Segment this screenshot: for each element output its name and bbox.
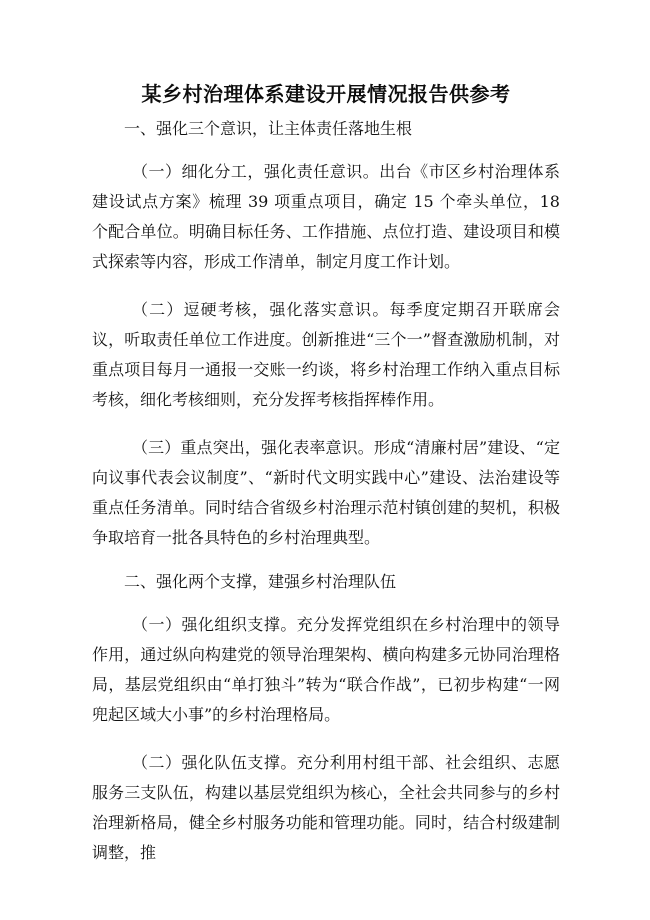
section-2-paragraph-1: （一）强化组织支撑。充分发挥党组织在乡村治理中的领导作用，通过纵向构建党的领导治理架构、横向构建多元协同治理格局，基层党组织由“单打独斗”转为“联合作战”，已初步构建“一网兜起区域大小事”的乡村治理格局。 <box>92 615 560 724</box>
section-1-heading: 一、强化三个意识，让主体责任落地生根 <box>124 119 413 138</box>
section-2-paragraph-2: （二）强化队伍支撑。充分利用村组干部、社会组织、志愿服务三支队伍，构建以基层党组织为核心，全社会共同参与的乡村治理新格局，健全乡村服务功能和管理功能。同时，结合村级建制调整，推 <box>92 753 560 862</box>
section-2-heading: 二、强化两个支撑，建强乡村治理队伍 <box>124 572 397 591</box>
section-1-paragraph-3: （三）重点突出，强化表率意识。形成“清廉村居”建设、“定向议事代表会议制度”、“新时代文明实践中心”建设、法治建设等重点任务清单。同时结合省级乡村治理示范村镇创建的契机，积极争取培育一批各具特色的乡村治理典型。 <box>92 438 560 547</box>
document-title: 某乡村治理体系建设开展情况报告供参考 <box>141 82 511 106</box>
section-1-paragraph-1: （一）细化分工，强化责任意识。出台《市区乡村治理体系建设试点方案》梳理 39 项重点项目，确定 15 个牵头单位，18 个配合单位。明确目标任务、工作措施、点位打造、建设项目和模式探索等内容，形成工作清单，制定月度工作计划。 <box>92 162 560 271</box>
document-page <box>92 78 560 886</box>
section-1-paragraph-2: （二）逗硬考核，强化落实意识。每季度定期召开联席会议，听取责任单位工作进度。创新推进“三个一”督查激励机制，对重点项目每月一通报一交账一约谈，将乡村治理工作纳入重点目标考核，细化考核细则，充分发挥考核指挥棒作用。 <box>92 300 560 409</box>
